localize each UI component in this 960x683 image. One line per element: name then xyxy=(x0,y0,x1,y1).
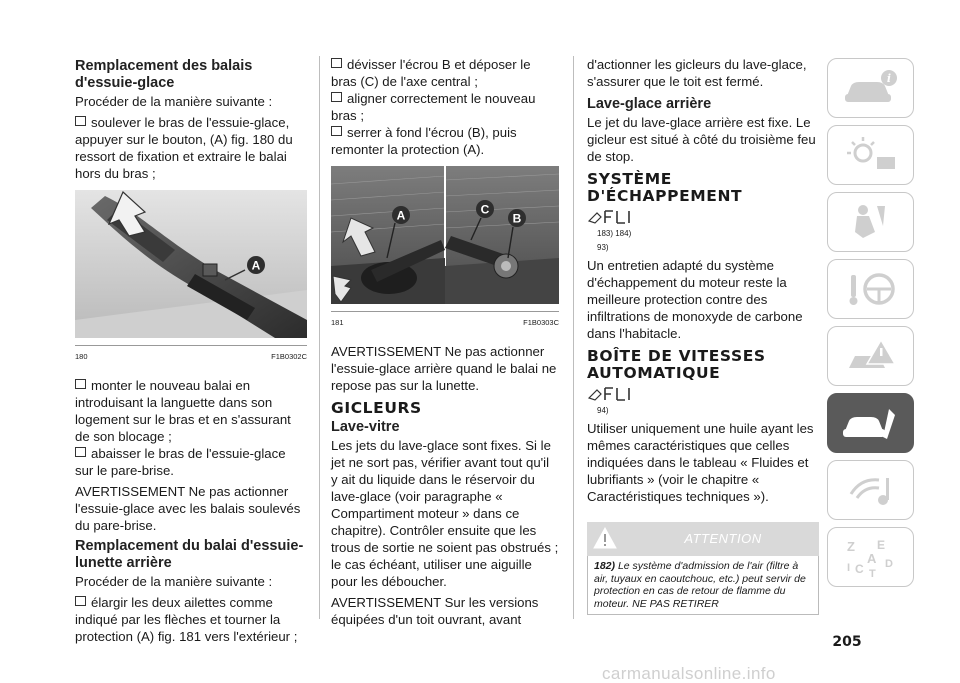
car-warning-icon xyxy=(841,336,901,376)
column-1 xyxy=(75,56,307,645)
tab-car-info[interactable] xyxy=(827,58,914,118)
svg-text:Z: Z xyxy=(846,539,855,554)
paragraph: Utiliser uniquement une huile ayant les mêmes caractéristiques que celles indiquées dans le tableau « Fluides et lubrifiants » (voir le chapitre « Caractéristiques techniques »). xyxy=(587,421,814,504)
paragraph: Le jet du lave-glace arrière est fixe. Le gicleur est situé à côté du troisième feu de stop. xyxy=(587,115,816,164)
maintenance-book-icon xyxy=(587,207,631,225)
figure-number: 180 xyxy=(75,352,88,361)
heading-rear-wiper: Remplacement du balai d'essuie-lunette arrière xyxy=(75,538,304,571)
car-info-icon xyxy=(841,68,901,108)
callout-a-label: A xyxy=(396,208,406,223)
tab-key-steering[interactable] xyxy=(827,259,914,319)
paragraph: d'actionner les gicleurs du lave-glace, s'assurer que le toit est fermé. xyxy=(587,57,807,89)
warning-note: AVERTISSEMENT Sur les versions équipées d'un toit ouvrant, avant xyxy=(331,595,539,627)
page-number: 205 xyxy=(832,634,862,650)
watermark: carmanualsonline.info xyxy=(602,664,776,683)
seat-airbag-icon xyxy=(841,202,901,242)
figure-code: F1B0302C xyxy=(271,352,307,361)
list-item: serrer à fond l'écrou (B), puis remonter la protection (A). xyxy=(331,124,559,158)
list-item: élargir les deux ailettes comme indiqué par les flèches et tourner la protection (A) fig. 181 vers l'extérieur ; xyxy=(75,594,307,645)
index-letters-icon xyxy=(841,537,901,577)
callout-b-label: B xyxy=(512,211,522,226)
maintenance-book-icon xyxy=(587,384,631,402)
list-item: aligner correctement le nouveau bras ; xyxy=(331,90,559,124)
svg-text:T: T xyxy=(868,568,876,577)
car-wrench-icon xyxy=(841,403,901,443)
list-item: monter le nouveau balai en introduisant la languette dans son logement sur le bras et en s'assurant de son blocage ; xyxy=(75,377,307,445)
multimedia-icon xyxy=(841,470,901,510)
figure-number: 181 xyxy=(331,318,344,327)
rear-wiper-illustration xyxy=(331,166,559,304)
key-steering-wheel-icon xyxy=(841,269,901,309)
svg-text:I: I xyxy=(846,562,850,574)
attention-ref: 182) xyxy=(594,560,616,572)
callout-a-label: A xyxy=(251,258,261,273)
tab-dashboard-lights[interactable] xyxy=(827,125,914,185)
svg-text:E: E xyxy=(876,538,885,552)
warning-references: 183) 184) xyxy=(597,229,632,238)
heading-rear-washer: Lave-glace arrière xyxy=(587,96,712,112)
svg-text:D: D xyxy=(884,558,893,570)
list-item: soulever le bras de l'essuie-glace, appuyer sur le bouton, (A) fig. 180 du ressort de fixation et extraire le balai hors du bras ; xyxy=(75,114,307,182)
tab-maintenance[interactable] xyxy=(827,393,914,453)
list-item: dévisser l'écrou B et déposer le bras (C) de l'axe central ; xyxy=(331,56,559,90)
figure-code: F1B0303C xyxy=(523,318,559,327)
warning-note: AVERTISSEMENT Ne pas actionner l'essuie-glace arrière quand le balai ne repose pas sur la lunette. xyxy=(331,344,557,393)
figure-180 xyxy=(75,190,307,342)
tab-seat-airbag[interactable] xyxy=(827,192,914,252)
reference-markers xyxy=(587,384,819,416)
paragraph: Un entretien adapté du système d'échappement du moteur reste la meilleure protection contre des infiltrations de monoxyde de carbone dans l'habitacle. xyxy=(587,258,803,341)
intro-text: Procéder de la manière suivante : xyxy=(75,94,273,109)
callout-c-label: C xyxy=(480,202,490,217)
column-3 xyxy=(587,56,819,509)
wiper-arm-illustration xyxy=(75,190,307,338)
attention-title: ATTENTION xyxy=(684,531,762,546)
heading-wiper-blade-replacement: Remplacement des balais d'essuie-glace xyxy=(75,58,253,91)
attention-header xyxy=(587,522,819,556)
chapter-tabs xyxy=(827,58,914,594)
figure-caption xyxy=(331,311,559,331)
attention-body xyxy=(587,556,819,615)
svg-text:i: i xyxy=(886,72,891,85)
tab-index[interactable] xyxy=(827,527,914,587)
heading-automatic-gearbox: BOÎTE DE VITESSES AUTOMATIQUE xyxy=(587,347,766,382)
heading-windscreen-washer: Lave-vitre xyxy=(331,419,400,435)
paragraph: Les jets du lave-glace sont fixes. Si le jet ne sort pas, vérifier avant tout qu'il y ait du liquide dans le réservoir du lave-glace (voir paragraphe « Compartiment moteur » dans ce chapitre). Contrôler ensuite que les trous de sortie ne soient pas obstrués ; le cas échéant, utiliser une aiguille pour les déboucher. xyxy=(331,438,559,589)
intro-text: Procéder de la manière suivante : xyxy=(75,574,273,589)
attention-text: Le système d'admission de l'air (filtre à air, tuyaux en caoutchouc, etc.) peut servir de protection en cas de retour de flamme du moteur. NE PAS RETIRER xyxy=(594,560,806,610)
svg-text:A: A xyxy=(866,551,876,566)
column-divider xyxy=(573,56,574,619)
heading-exhaust-system: SYSTÈME D'ÉCHAPPEMENT xyxy=(587,170,743,205)
attention-box xyxy=(587,522,819,615)
tab-multimedia[interactable] xyxy=(827,460,914,520)
warning-references: 93) xyxy=(597,243,609,252)
tab-car-warning[interactable] xyxy=(827,326,914,386)
figure-caption xyxy=(75,345,307,365)
warning-references: 94) xyxy=(597,406,609,415)
svg-text:C: C xyxy=(854,562,864,576)
column-2 xyxy=(331,56,559,632)
dashboard-lights-icon xyxy=(841,135,901,175)
figure-181 xyxy=(331,166,559,308)
column-divider xyxy=(319,56,320,619)
heading-washer-jets: GICLEURS xyxy=(331,399,422,417)
reference-markers xyxy=(587,207,819,253)
warning-note: AVERTISSEMENT Ne pas actionner l'essuie-glace avec les balais soulevés du pare-brise. xyxy=(75,484,301,533)
list-item: abaisser le bras de l'essuie-glace sur le pare-brise. xyxy=(75,445,307,479)
